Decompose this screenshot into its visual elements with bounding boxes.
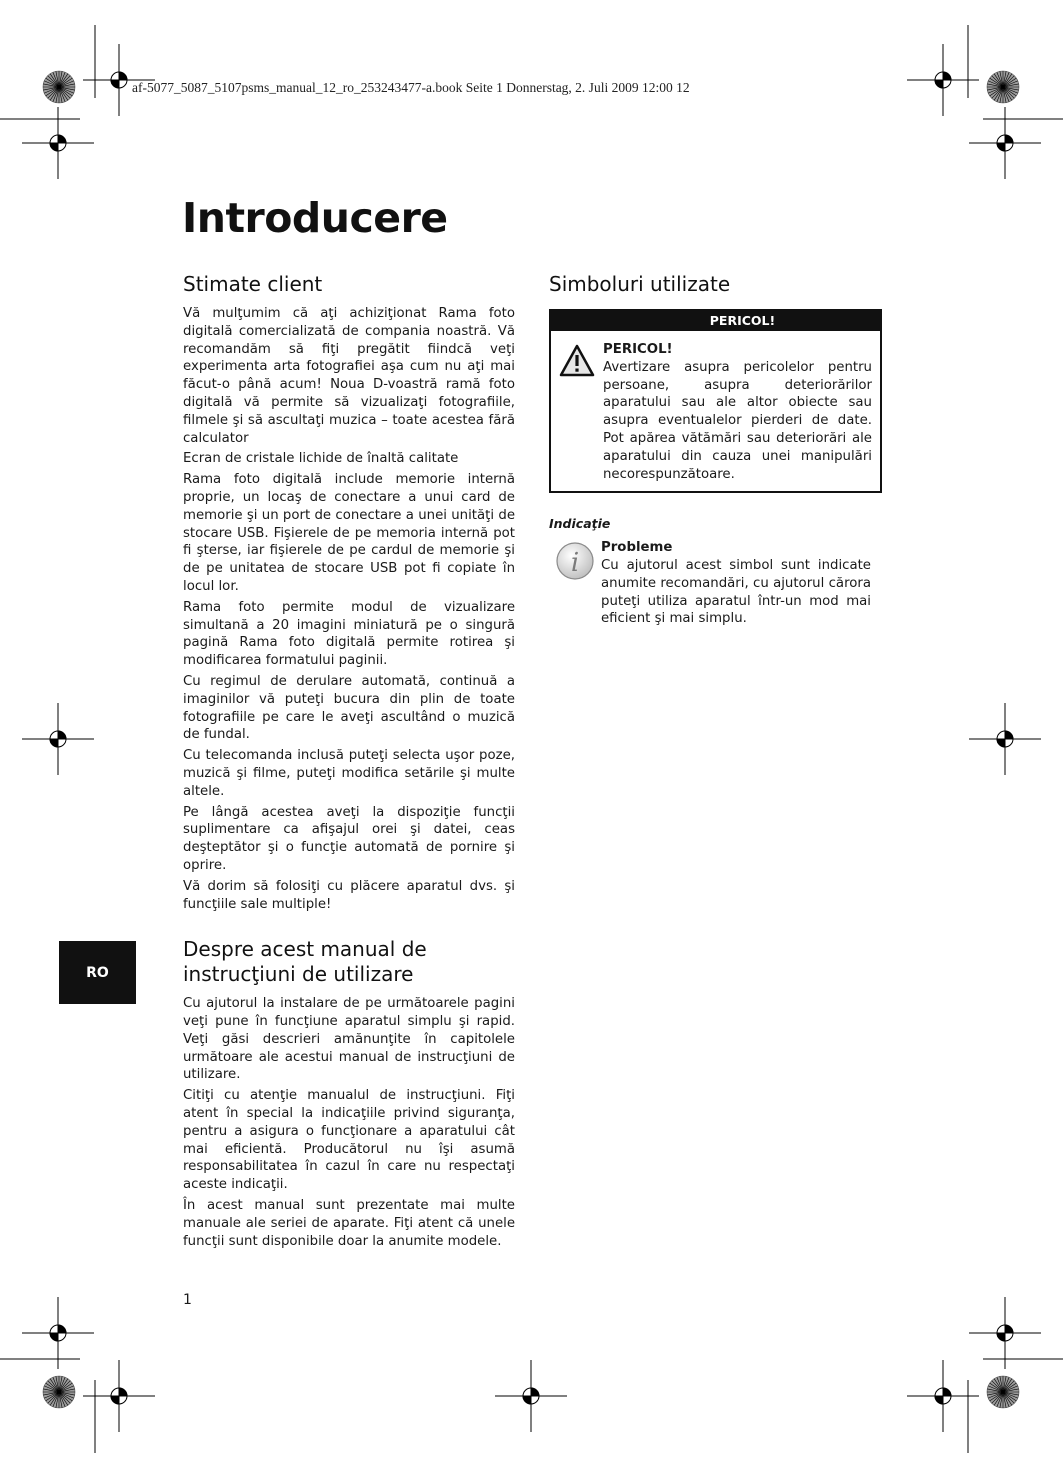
svg-text:i: i xyxy=(570,548,580,579)
section-heading-stimate-client: Stimate client xyxy=(183,272,323,296)
note-title: Probleme xyxy=(601,540,673,556)
language-tab: RO xyxy=(59,941,136,1004)
body-paragraph: Cu ajutorul la instalare de pe următoarele pagini veţi pune în funcţiune aparatul simplu şi rapid. Veţi găsi descrieri amănunţite în capitolele următoare ale acestui manual de instrucţiuni de utilizare. xyxy=(183,996,515,1083)
body-paragraph: Pe lângă acestea aveţi la dispoziţie funcţii suplimentare ca afişajul orei şi datei, ceas deşteptător şi o funcţie automată de pornire şi oprire. xyxy=(183,804,515,873)
body-paragraph: Ecran de cristale lichide de înaltă calitate xyxy=(183,451,459,467)
section-heading-simboluri: Simboluri utilizate xyxy=(549,272,731,296)
danger-header-label: PERICOL! xyxy=(709,313,776,328)
body-paragraph: Rama foto digitală include memorie internă proprie, un locaş de conectare a unui card de memorie şi un port de conectare a unei unităţi de stocare USB. Fişierele de pe memoria internă pot fi şterse, iar fişierele de pe cardul de memorie şi de pe unitatea de stocare USB pot fi copiate în locul lor. xyxy=(183,472,515,594)
danger-title: PERICOL! xyxy=(603,342,673,357)
body-paragraph: Rama foto permite modul de vizualizare simultană a 20 imagini miniatură pe o singură pagină Rama foto digitală permite rotirea şi modificarea formatului paginii. xyxy=(183,599,515,669)
warning-triangle-icon xyxy=(558,343,596,379)
page-number: 1 xyxy=(183,1292,192,1308)
danger-text: Avertizare asupra pericolelor pentru persoane, asupra deteriorărilor aparatului sau ale altor obiecte sau asupra eventualelor pierderi de date. Pot apărea vătămări sau deteriorări ale aparatului din cauza unei manipulări necorespunzătoare. xyxy=(603,359,872,482)
note-heading: Indicaţie xyxy=(549,516,611,532)
body-paragraph: Cu telecomanda inclusă puteţi selecta uşor poze, muzică şi filme, puteţi modifica setările şi multe altele. xyxy=(183,748,515,799)
danger-box xyxy=(549,309,882,493)
body-paragraph: Vă dorim să folosiţi cu plăcere aparatul dvs. şi funcţiile sale multiple! xyxy=(183,878,515,912)
note-box xyxy=(549,539,881,628)
body-paragraph: În acest manual sunt prezentate mai multe manuale ale seriei de aparate. Fiţi atent că unele funcţii sunt disponibile doar la anumite modele. xyxy=(183,1198,515,1249)
danger-header xyxy=(551,311,880,331)
left-column xyxy=(183,272,515,1253)
info-icon xyxy=(555,541,595,581)
section-heading-despre-manual: Despre acest manual de instrucţiuni de utilizare xyxy=(183,937,427,987)
right-column xyxy=(549,272,881,628)
note-text: Cu ajutorul acest simbol sunt indicate anumite recomandări, cu ajutorul cărora puteţi utiliza aparatul într-un mod mai eficient şi mai simplu. xyxy=(601,557,871,627)
body-paragraph: Citiţi cu atenţie manualul de instrucţiuni. Fiţi atent în special la indicaţiile privind siguranţa, pentru a asigura o funcţionare a aparatului cât mai eficientă. Producătorul nu îşi asumă responsabilitatea în cazul în care nu respectaţi aceste indicaţii. xyxy=(183,1088,515,1193)
page-title: Introducere xyxy=(182,194,448,242)
body-paragraph: Vă mulţumim că aţi achiziţionat Rama foto digitală comercializată de compania noastră. Vă recomandăm să fiţi pregătit fiindcă veţi experimenta arta fotografiei aşa cum nu aţi mai făcut-o până acum! Noua D-voastră ramă foto digitală vă permite să vizualizaţi fotografiile, filmele şi să ascultaţi muzica – toate acestea fără calculator xyxy=(183,306,515,446)
body-paragraph: Cu regimul de derulare automată, continuă a imaginilor vă puteţi bucura din plin de toate fotografiile pe care le aveţi ascultând o muzică de fundal. xyxy=(183,673,515,743)
print-header-line: af-5077_5087_5107psms_manual_12_ro_253243477-a.book Seite 1 Donnerstag, 2. Juli 2009 12:00 12 xyxy=(132,80,690,95)
